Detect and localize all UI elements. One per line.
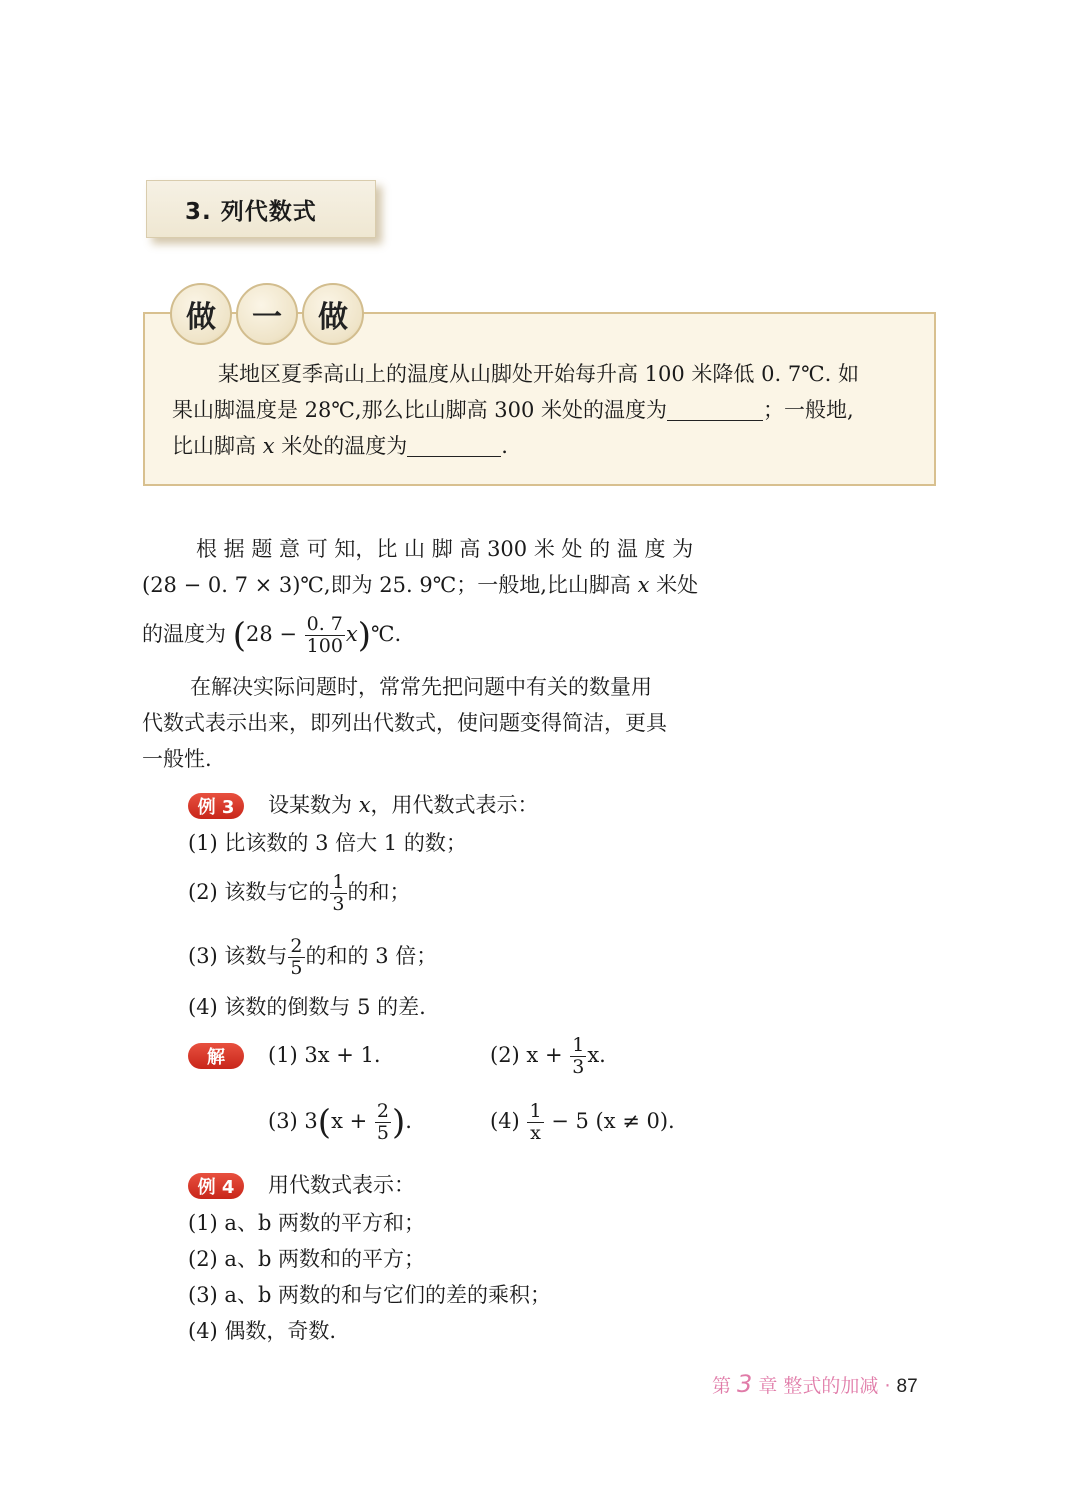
variable-x: x <box>345 622 358 646</box>
numerator: 1 <box>332 871 345 893</box>
denominator: 3 <box>572 1056 585 1078</box>
answer-blank-2[interactable] <box>407 434 501 457</box>
fraction <box>527 1101 543 1144</box>
variable-x: x <box>262 434 275 458</box>
solution-a4 <box>490 1096 675 1146</box>
paragraph-1-line-2-tail: 米处 <box>649 573 699 597</box>
example-4-q3: (3) a、b 两数的和与它们的差的乘积； <box>188 1283 552 1307</box>
example-3-intro-text: 设某数为 <box>268 793 359 817</box>
left-paren: ( <box>232 615 246 656</box>
fraction <box>330 872 346 915</box>
denominator: 100 <box>306 635 343 657</box>
paragraph-1-line-1: 根 据 题 意 可 知，比 山 脚 高 300 米 处 的 温 度 为 <box>196 537 694 561</box>
numerator: 1 <box>572 1034 585 1056</box>
example-4-q4: (4) 偶数，奇数. <box>188 1319 337 1343</box>
fraction <box>570 1035 586 1078</box>
page-number: 87 <box>896 1376 918 1397</box>
paragraph-1-line-2 <box>142 568 698 602</box>
activity-tag-char-2: 一 <box>236 283 298 345</box>
solution-a2 <box>490 1030 606 1080</box>
left-paren: ( <box>317 1102 332 1143</box>
section-title <box>146 180 376 238</box>
paragraph-1-line-3-text: 的温度为 <box>142 622 226 646</box>
solution-a4-text: (4) <box>490 1109 520 1133</box>
activity-line-3-mid: 米处的温度为 <box>274 434 408 458</box>
activity-tag-char-3: 做 <box>302 283 364 345</box>
solution-a3-text: (3) 3 <box>268 1109 318 1133</box>
activity-line-3-text: 比山脚高 <box>172 434 263 458</box>
solution-tag: 解 <box>188 1043 244 1069</box>
fraction <box>288 936 304 979</box>
example-3-tag: 例 3 <box>188 793 244 819</box>
example-3-q3-text: (3) 该数与 <box>188 944 288 968</box>
paragraph-2-line-2: 代数式表示出来，即列出代数式，使问题变得简洁，更具 <box>142 711 667 735</box>
numerator: 2 <box>290 935 303 957</box>
example-4-q1: (1) a、b 两数的平方和； <box>188 1211 426 1235</box>
example-4-tag: 例 4 <box>188 1173 244 1199</box>
right-paren: ) <box>391 1102 406 1143</box>
example-3-q2-tail: 的和； <box>347 880 411 904</box>
chapter-number: 3 <box>737 1370 753 1398</box>
fraction <box>375 1101 391 1144</box>
section-title-text: 3. 列代数式 <box>185 198 317 225</box>
example-4-q2: (2) a、b 两数和的平方； <box>188 1247 426 1271</box>
solution-a2-text: (2) x + <box>490 1043 563 1067</box>
activity-line-2-text: 果山脚温度是 28℃,那么比山脚高 300 米处的温度为 <box>172 398 667 422</box>
denominator: 3 <box>332 893 345 915</box>
activity-line-2 <box>172 392 854 428</box>
example-3-q2 <box>188 870 411 915</box>
solution-a2-tail: x. <box>587 1043 606 1067</box>
example-3-q3-tail: 的和的 3 倍； <box>305 944 438 968</box>
right-paren: ) <box>357 615 372 656</box>
activity-tag <box>170 284 364 344</box>
variable-x: x <box>637 573 650 597</box>
example-3-intro-tail: ，用代数式表示： <box>370 793 539 817</box>
solution-a3 <box>268 1096 412 1148</box>
activity-line-3-end: . <box>501 434 508 458</box>
paragraph-2-line-1: 在解决实际问题时，常常先把问题中有关的数量用 <box>190 675 652 699</box>
denominator: 5 <box>290 957 303 979</box>
variable-x: x <box>358 793 371 817</box>
activity-line-3 <box>172 428 508 464</box>
paragraph-1-line-3 <box>142 612 401 658</box>
expression-part: 28 − <box>245 622 297 646</box>
example-3-q1: (1) 比该数的 3 倍大 1 的数； <box>188 831 467 855</box>
answer-blank-1[interactable] <box>667 398 763 421</box>
example-3-q3 <box>188 934 437 979</box>
unit: ℃. <box>371 622 402 646</box>
period: . <box>405 1109 412 1133</box>
denominator: 5 <box>376 1122 389 1144</box>
activity-tag-char-1: 做 <box>170 283 232 345</box>
numerator: 0. 7 <box>306 613 343 635</box>
chapter-prefix: 第 <box>712 1375 738 1397</box>
example-3-q2-text: (2) 该数与它的 <box>188 880 330 904</box>
chapter-title: 章 整式的加减 · <box>752 1375 897 1397</box>
example-3-q4: (4) 该数的倒数与 5 的差. <box>188 995 426 1019</box>
denominator: x <box>530 1122 541 1144</box>
solution-a4-tail: − 5 (x ≠ 0). <box>551 1109 675 1133</box>
example-4-intro: 用代数式表示： <box>268 1173 415 1197</box>
page-footer <box>712 1370 918 1398</box>
numerator: 2 <box>376 1100 389 1122</box>
solution-a1: (1) 3x + 1. <box>268 1043 381 1067</box>
numerator: 1 <box>529 1100 542 1122</box>
activity-line-1: 某地区夏季高山上的温度从山脚处开始每升高 100 米降低 0. 7℃. 如 <box>218 362 860 386</box>
paragraph-2-line-3: 一般性. <box>142 747 212 771</box>
example-3-intro <box>268 788 539 822</box>
paragraph-1-line-2-text: (28 − 0. 7 × 3)℃,即为 25. 9℃；一般地,比山脚高 <box>142 573 638 597</box>
fraction <box>305 614 345 657</box>
expression-part: x + <box>331 1109 368 1133</box>
activity-line-2-tail: ；一般地, <box>763 398 854 422</box>
